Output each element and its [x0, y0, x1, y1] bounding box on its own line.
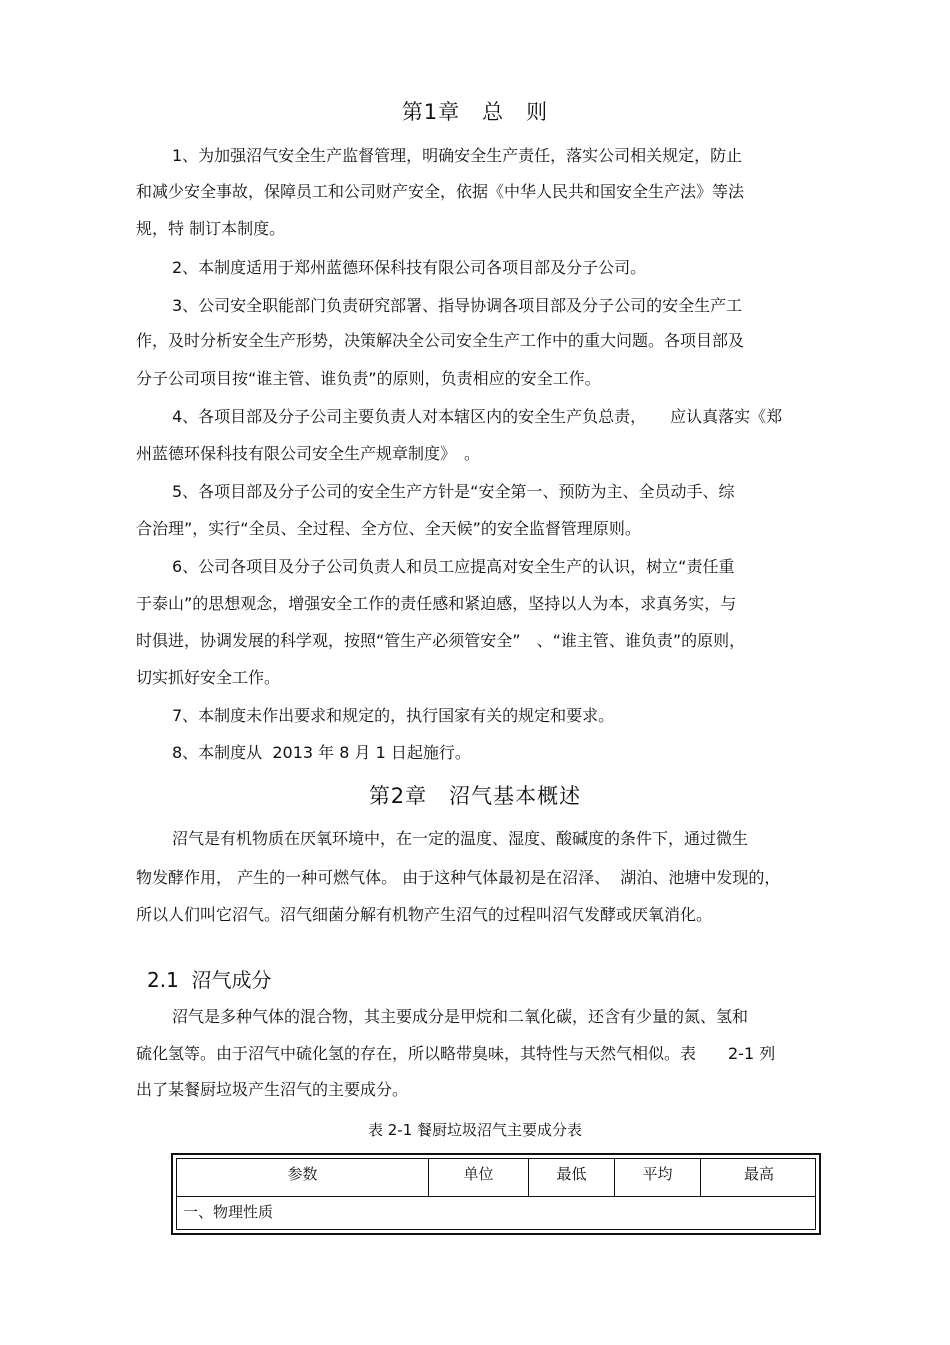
- ch2-line: 所以人们叫它沼气。沼气细菌分解有机物产生沼气的过程叫沼气发酵或厌氧消化。: [136, 905, 713, 924]
- s21-line: 沼气是多种气体的混合物，其主要成分是甲烷和二氧化碳，还含有少量的氮、氢和: [172, 1007, 749, 1026]
- ch1-line: 时俱进，协调发展的科学观，按照“管生产必须管安全” 、“谁主管、谁负责”的原则，: [136, 631, 746, 650]
- header-param: 参数: [177, 1159, 429, 1196]
- ch1-line: 切实抓好安全工作。: [136, 668, 281, 687]
- ch2-line: 物发酵作用， 产生的一种可燃气体。 由于这种气体最初是在沼泽、 湖泊、池塘中发现的，: [136, 868, 781, 887]
- ch1-line: 4、各项目部及分子公司主要负责人对本辖区内的安全生产负总责， 应认真落实《郑: [172, 407, 783, 426]
- ch1-line: 5、各项目部及分子公司的安全生产方针是“安全第一、预防为主、全员动手、综: [172, 482, 735, 501]
- header-avg: 平均: [615, 1159, 701, 1196]
- section-2-1-title: 2.1 沼气成分: [147, 968, 272, 992]
- ch1-line: 于泰山”的思想观念，增强安全工作的责任感和紧迫感，坚持以人为本，求真务实，与: [136, 594, 737, 613]
- table-row-physical: 一、物理性质: [183, 1203, 274, 1221]
- ch1-line: 3、公司安全职能部门负责研究部署、指导协调各项目部及分子公司的安全生产工: [172, 296, 743, 315]
- ch1-line: 6、公司各项目及分子公司负责人和员工应提高对安全生产的认识，树立“责任重: [172, 557, 735, 576]
- ch1-line: 8、本制度从 2013 年 8 月 1 日起施行。: [172, 743, 471, 762]
- ch1-line: 1、为加强沼气安全生产监督管理，明确安全生产责任，落实公司相关规定，防止: [172, 146, 743, 165]
- table-header-row: [177, 1159, 815, 1197]
- header-max: 最高: [743, 1165, 774, 1183]
- header-unit: 单位: [429, 1159, 529, 1196]
- ch1-line: 分子公司项目按“谁主管、谁负责”的原则，负责相应的安全工作。: [136, 369, 601, 388]
- s21-line: 出了某餐厨垃圾产生沼气的主要成分。: [136, 1080, 409, 1099]
- ch1-line: 规，特 制订本制度。: [136, 219, 286, 238]
- chapter1-title: 第1章 总 则: [401, 100, 549, 124]
- header-min: 最低: [529, 1159, 615, 1196]
- ch1-line: 合治理”，实行“全员、全过程、全方位、全天候”的安全监督管理原则。: [136, 519, 641, 538]
- ch1-line: 州蓝德环保科技有限公司安全生产规章制度》 。: [136, 444, 481, 463]
- chapter2-title: 第2章 沼气基本概述: [368, 784, 582, 808]
- composition-table: [171, 1153, 821, 1235]
- ch1-line: 7、本制度未作出要求和规定的，执行国家有关的规定和要求。: [172, 706, 615, 725]
- ch1-line: 作，及时分析安全生产形势，决策解决全公司安全生产工作中的重大问题。各项目部及: [136, 331, 745, 350]
- ch1-line: 2、本制度适用于郑州蓝德环保科技有限公司各项目部及分子公司。: [172, 258, 647, 277]
- ch1-line: 和减少安全事故，保障员工和公司财产安全，依据《中华人民共和国安全生产法》等法: [136, 182, 745, 201]
- table-inner-frame: [176, 1158, 816, 1230]
- table-caption: 表 2-1 餐厨垃圾沼气主要成分表: [367, 1121, 583, 1139]
- s21-line: 硫化氢等。由于沼气中硫化氢的存在，所以略带臭味，其特性与天然气相似。表 2-1 列: [136, 1044, 776, 1063]
- ch2-line: 沼气是有机物质在厌氧环境中，在一定的温度、湿度、酸碱度的条件下，通过微生: [172, 829, 749, 848]
